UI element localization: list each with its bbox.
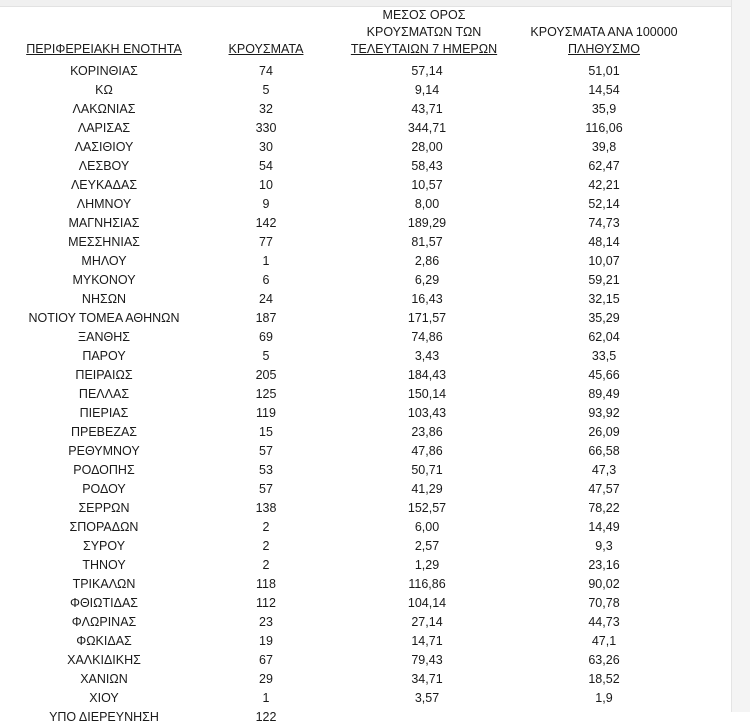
- region-cell: ΣΥΡΟΥ: [82, 539, 126, 553]
- seven-day-average-cell: 150,14: [407, 387, 447, 401]
- cases-cell: 32: [259, 102, 273, 116]
- seven-day-average-cell: 81,57: [411, 235, 443, 249]
- seven-day-average-cell: 58,43: [411, 159, 443, 173]
- per-100k-cell: 66,58: [588, 444, 620, 458]
- seven-day-average-cell: 8,00: [414, 197, 440, 211]
- seven-day-average-cell: 10,57: [411, 178, 443, 192]
- table-row: [0, 594, 732, 613]
- region-cell: ΚΩ: [95, 83, 113, 97]
- header-avg-line-2: ΚΡΟΥΣΜΑΤΩΝ ΤΩΝ: [366, 25, 482, 39]
- cases-cell: 1: [262, 691, 270, 705]
- seven-day-average-cell: 344,71: [407, 121, 447, 135]
- cases-cell: 2: [262, 539, 270, 553]
- table-row: [0, 423, 732, 442]
- table-row: [0, 119, 732, 138]
- cases-cell: 19: [259, 634, 273, 648]
- region-cell: ΡΟΔΟΠΗΣ: [73, 463, 135, 477]
- per-100k-cell: 45,66: [588, 368, 620, 382]
- region-cell: ΜΥΚΟΝΟΥ: [72, 273, 136, 287]
- table-row: [0, 62, 732, 81]
- per-100k-cell: 48,14: [588, 235, 620, 249]
- region-cell: ΠΕΛΛΑΣ: [78, 387, 130, 401]
- per-100k-cell: 51,01: [588, 64, 620, 78]
- region-cell: ΦΩΚΙΔΑΣ: [76, 634, 132, 648]
- seven-day-average-cell: 27,14: [411, 615, 443, 629]
- table-row: [0, 442, 732, 461]
- per-100k-cell: 39,8: [591, 140, 617, 154]
- per-100k-cell: 14,54: [588, 83, 620, 97]
- table-row: [0, 499, 732, 518]
- cases-cell: 119: [256, 406, 276, 420]
- cases-cell: 2: [262, 520, 270, 534]
- header-cases-label: ΚΡΟΥΣΜΑΤΑ: [228, 42, 304, 56]
- table-row: [0, 575, 732, 594]
- seven-day-average-cell: 41,29: [411, 482, 443, 496]
- header-avg-line-1: ΜΕΣΟΣ ΟΡΟΣ: [382, 8, 466, 22]
- region-cell: ΦΘΙΩΤΙΔΑΣ: [69, 596, 139, 610]
- per-100k-cell: 62,04: [588, 330, 620, 344]
- table-row: [0, 195, 732, 214]
- cases-cell: 29: [259, 672, 273, 686]
- region-cell: ΡΕΘΥΜΝΟΥ: [68, 444, 140, 458]
- cases-cell: 187: [255, 311, 277, 325]
- header-region: [4, 41, 204, 58]
- per-100k-cell: 10,07: [588, 254, 620, 268]
- seven-day-average-cell: 171,57: [407, 311, 447, 325]
- cases-cell: 54: [259, 159, 273, 173]
- seven-day-average-cell: 28,00: [411, 140, 443, 154]
- table-row: [0, 632, 732, 651]
- per-100k-cell: 47,3: [591, 463, 617, 477]
- table-row: [0, 708, 732, 727]
- region-cell: ΛΑΡΙΣΑΣ: [77, 121, 131, 135]
- region-cell: ΛΑΚΩΝΙΑΣ: [72, 102, 136, 116]
- cases-cell: 5: [262, 349, 270, 363]
- header-seven-day-average: [338, 7, 510, 58]
- per-100k-cell: 47,1: [591, 634, 617, 648]
- per-100k-cell: 26,09: [588, 425, 620, 439]
- header-avg-line-3: ΤΕΛΕΥΤΑΙΩΝ 7 ΗΜΕΡΩΝ: [350, 42, 498, 56]
- seven-day-average-cell: 3,57: [414, 691, 440, 705]
- seven-day-average-cell: 103,43: [407, 406, 447, 420]
- seven-day-average-cell: 152,57: [407, 501, 447, 515]
- table-row: [0, 290, 732, 309]
- header-cases: [212, 41, 320, 58]
- seven-day-average-cell: 6,29: [414, 273, 440, 287]
- cases-cell: 57: [259, 482, 273, 496]
- seven-day-average-cell: 189,29: [407, 216, 447, 230]
- table-row: [0, 157, 732, 176]
- window-right-edge: [731, 0, 750, 712]
- cases-cell: 53: [259, 463, 273, 477]
- seven-day-average-cell: 2,86: [414, 254, 440, 268]
- seven-day-average-cell: 14,71: [411, 634, 443, 648]
- per-100k-cell: 70,78: [588, 596, 620, 610]
- per-100k-cell: 14,49: [588, 520, 620, 534]
- per-100k-cell: 44,73: [588, 615, 620, 629]
- region-cell: ΡΟΔΟΥ: [82, 482, 126, 496]
- region-cell: ΝΗΣΩΝ: [81, 292, 127, 306]
- per-100k-cell: 90,02: [588, 577, 620, 591]
- header-per100k-line-2: ΠΛΗΘΥΣΜΟ: [568, 42, 640, 56]
- seven-day-average-cell: 9,14: [414, 83, 440, 97]
- cases-cell: 2: [262, 558, 270, 572]
- seven-day-average-cell: 3,43: [414, 349, 440, 363]
- table-row: [0, 670, 732, 689]
- region-cell: ΜΕΣΣΗΝΙΑΣ: [68, 235, 140, 249]
- seven-day-average-cell: 2,57: [414, 539, 440, 553]
- seven-day-average-cell: 43,71: [411, 102, 443, 116]
- per-100k-cell: 35,9: [591, 102, 617, 116]
- seven-day-average-cell: 23,86: [411, 425, 443, 439]
- region-cell: ΣΕΡΡΩΝ: [78, 501, 130, 515]
- header-region-label: ΠΕΡΙΦΕΡΕΙΑΚΗ ΕΝΟΤΗΤΑ: [26, 42, 182, 56]
- cases-cell: 5: [262, 83, 270, 97]
- region-cell: ΞΑΝΘΗΣ: [78, 330, 130, 344]
- per-100k-cell: 33,5: [591, 349, 617, 363]
- per-100k-cell: 116,06: [585, 121, 623, 135]
- region-cell: ΤΡΙΚΑΛΩΝ: [72, 577, 136, 591]
- region-cell: ΛΑΣΙΘΙΟΥ: [74, 140, 134, 154]
- per-100k-cell: 9,3: [595, 539, 613, 553]
- region-cell: ΚΟΡΙΝΘΙΑΣ: [70, 64, 138, 78]
- cases-cell: 118: [256, 577, 276, 591]
- region-cell: ΥΠΟ ΔΙΕΡΕΥΝΗΣΗ: [49, 710, 159, 724]
- table-row: [0, 613, 732, 632]
- table-row: [0, 176, 732, 195]
- table-row: [0, 480, 732, 499]
- seven-day-average-cell: 16,43: [411, 292, 443, 306]
- cases-cell: 330: [255, 121, 277, 135]
- per-100k-cell: 23,16: [588, 558, 620, 572]
- per-100k-cell: 52,14: [588, 197, 620, 211]
- table-row: [0, 271, 732, 290]
- cases-cell: 69: [259, 330, 273, 344]
- table-row: [0, 404, 732, 423]
- seven-day-average-cell: 116,86: [408, 577, 446, 591]
- region-cell: ΣΠΟΡΑΔΩΝ: [69, 520, 139, 534]
- seven-day-average-cell: 34,71: [411, 672, 443, 686]
- region-cell: ΧΑΛΚΙΔΙΚΗΣ: [67, 653, 141, 667]
- cases-cell: 138: [255, 501, 277, 515]
- table-row: [0, 214, 732, 233]
- region-cell: ΜΑΓΝΗΣΙΑΣ: [68, 216, 140, 230]
- seven-day-average-cell: 1,29: [414, 558, 440, 572]
- table-row: [0, 100, 732, 119]
- table-row: [0, 461, 732, 480]
- table-row: [0, 309, 732, 328]
- per-100k-cell: 59,21: [588, 273, 620, 287]
- region-cell: ΠΙΕΡΙΑΣ: [79, 406, 129, 420]
- cases-cell: 112: [256, 596, 276, 610]
- header-per100k-line-1: ΚΡΟΥΣΜΑΤΑ ΑΝΑ 100000: [530, 25, 678, 39]
- region-cell: ΛΕΣΒΟΥ: [78, 159, 130, 173]
- region-cell: ΛΗΜΝΟΥ: [76, 197, 132, 211]
- per-100k-cell: 78,22: [588, 501, 620, 515]
- region-cell: ΦΛΩΡΙΝΑΣ: [71, 615, 137, 629]
- seven-day-average-cell: 74,86: [411, 330, 443, 344]
- cases-cell: 67: [259, 653, 273, 667]
- table-row: [0, 366, 732, 385]
- per-100k-cell: 47,57: [588, 482, 620, 496]
- per-100k-cell: 1,9: [595, 691, 613, 705]
- region-cell: ΠΡΕΒΕΖΑΣ: [70, 425, 138, 439]
- region-cell: ΠΑΡΟΥ: [82, 349, 126, 363]
- per-100k-cell: 62,47: [588, 159, 620, 173]
- table-row: [0, 651, 732, 670]
- table-row: [0, 252, 732, 271]
- table-row: [0, 537, 732, 556]
- per-100k-cell: 35,29: [588, 311, 620, 325]
- per-100k-cell: 18,52: [588, 672, 620, 686]
- region-cell: ΛΕΥΚΑΔΑΣ: [70, 178, 138, 192]
- header-per-100k: [512, 24, 696, 58]
- cases-cell: 122: [255, 710, 277, 724]
- region-cell: ΝΟΤΙΟΥ ΤΟΜΕΑ ΑΘΗΝΩΝ: [28, 311, 180, 325]
- region-cell: ΧΑΝΙΩΝ: [80, 672, 128, 686]
- table-row: [0, 385, 732, 404]
- region-cell: ΜΗΛΟΥ: [81, 254, 127, 268]
- cases-cell: 205: [255, 368, 277, 382]
- cases-cell: 10: [259, 178, 273, 192]
- cases-cell: 142: [255, 216, 277, 230]
- per-100k-cell: 32,15: [588, 292, 620, 306]
- cases-cell: 23: [259, 615, 273, 629]
- seven-day-average-cell: 6,00: [414, 520, 440, 534]
- table-row: [0, 689, 732, 708]
- region-cell: ΠΕΙΡΑΙΩΣ: [75, 368, 133, 382]
- per-100k-cell: 74,73: [588, 216, 620, 230]
- per-100k-cell: 42,21: [588, 178, 620, 192]
- seven-day-average-cell: 79,43: [411, 653, 443, 667]
- cases-cell: 125: [255, 387, 277, 401]
- seven-day-average-cell: 47,86: [411, 444, 443, 458]
- per-100k-cell: 89,49: [588, 387, 620, 401]
- cases-cell: 30: [259, 140, 273, 154]
- seven-day-average-cell: 57,14: [411, 64, 443, 78]
- table-row: [0, 81, 732, 100]
- table-row: [0, 556, 732, 575]
- cases-cell: 57: [259, 444, 273, 458]
- per-100k-cell: 63,26: [588, 653, 620, 667]
- seven-day-average-cell: 50,71: [411, 463, 443, 477]
- cases-cell: 9: [262, 197, 270, 211]
- cases-cell: 1: [262, 254, 270, 268]
- table-body: [0, 62, 732, 727]
- cases-cell: 74: [259, 64, 273, 78]
- region-cell: ΧΙΟΥ: [89, 691, 119, 705]
- per-100k-cell: 93,92: [588, 406, 620, 420]
- cases-cell: 24: [259, 292, 273, 306]
- region-cell: ΤΗΝΟΥ: [82, 558, 126, 572]
- table-row: [0, 138, 732, 157]
- table-row: [0, 518, 732, 537]
- table-row: [0, 328, 732, 347]
- table-row: [0, 233, 732, 252]
- seven-day-average-cell: 184,43: [407, 368, 447, 382]
- table-row: [0, 347, 732, 366]
- cases-cell: 6: [262, 273, 270, 287]
- seven-day-average-cell: 104,14: [407, 596, 447, 610]
- cases-cell: 77: [259, 235, 273, 249]
- cases-cell: 15: [259, 425, 273, 439]
